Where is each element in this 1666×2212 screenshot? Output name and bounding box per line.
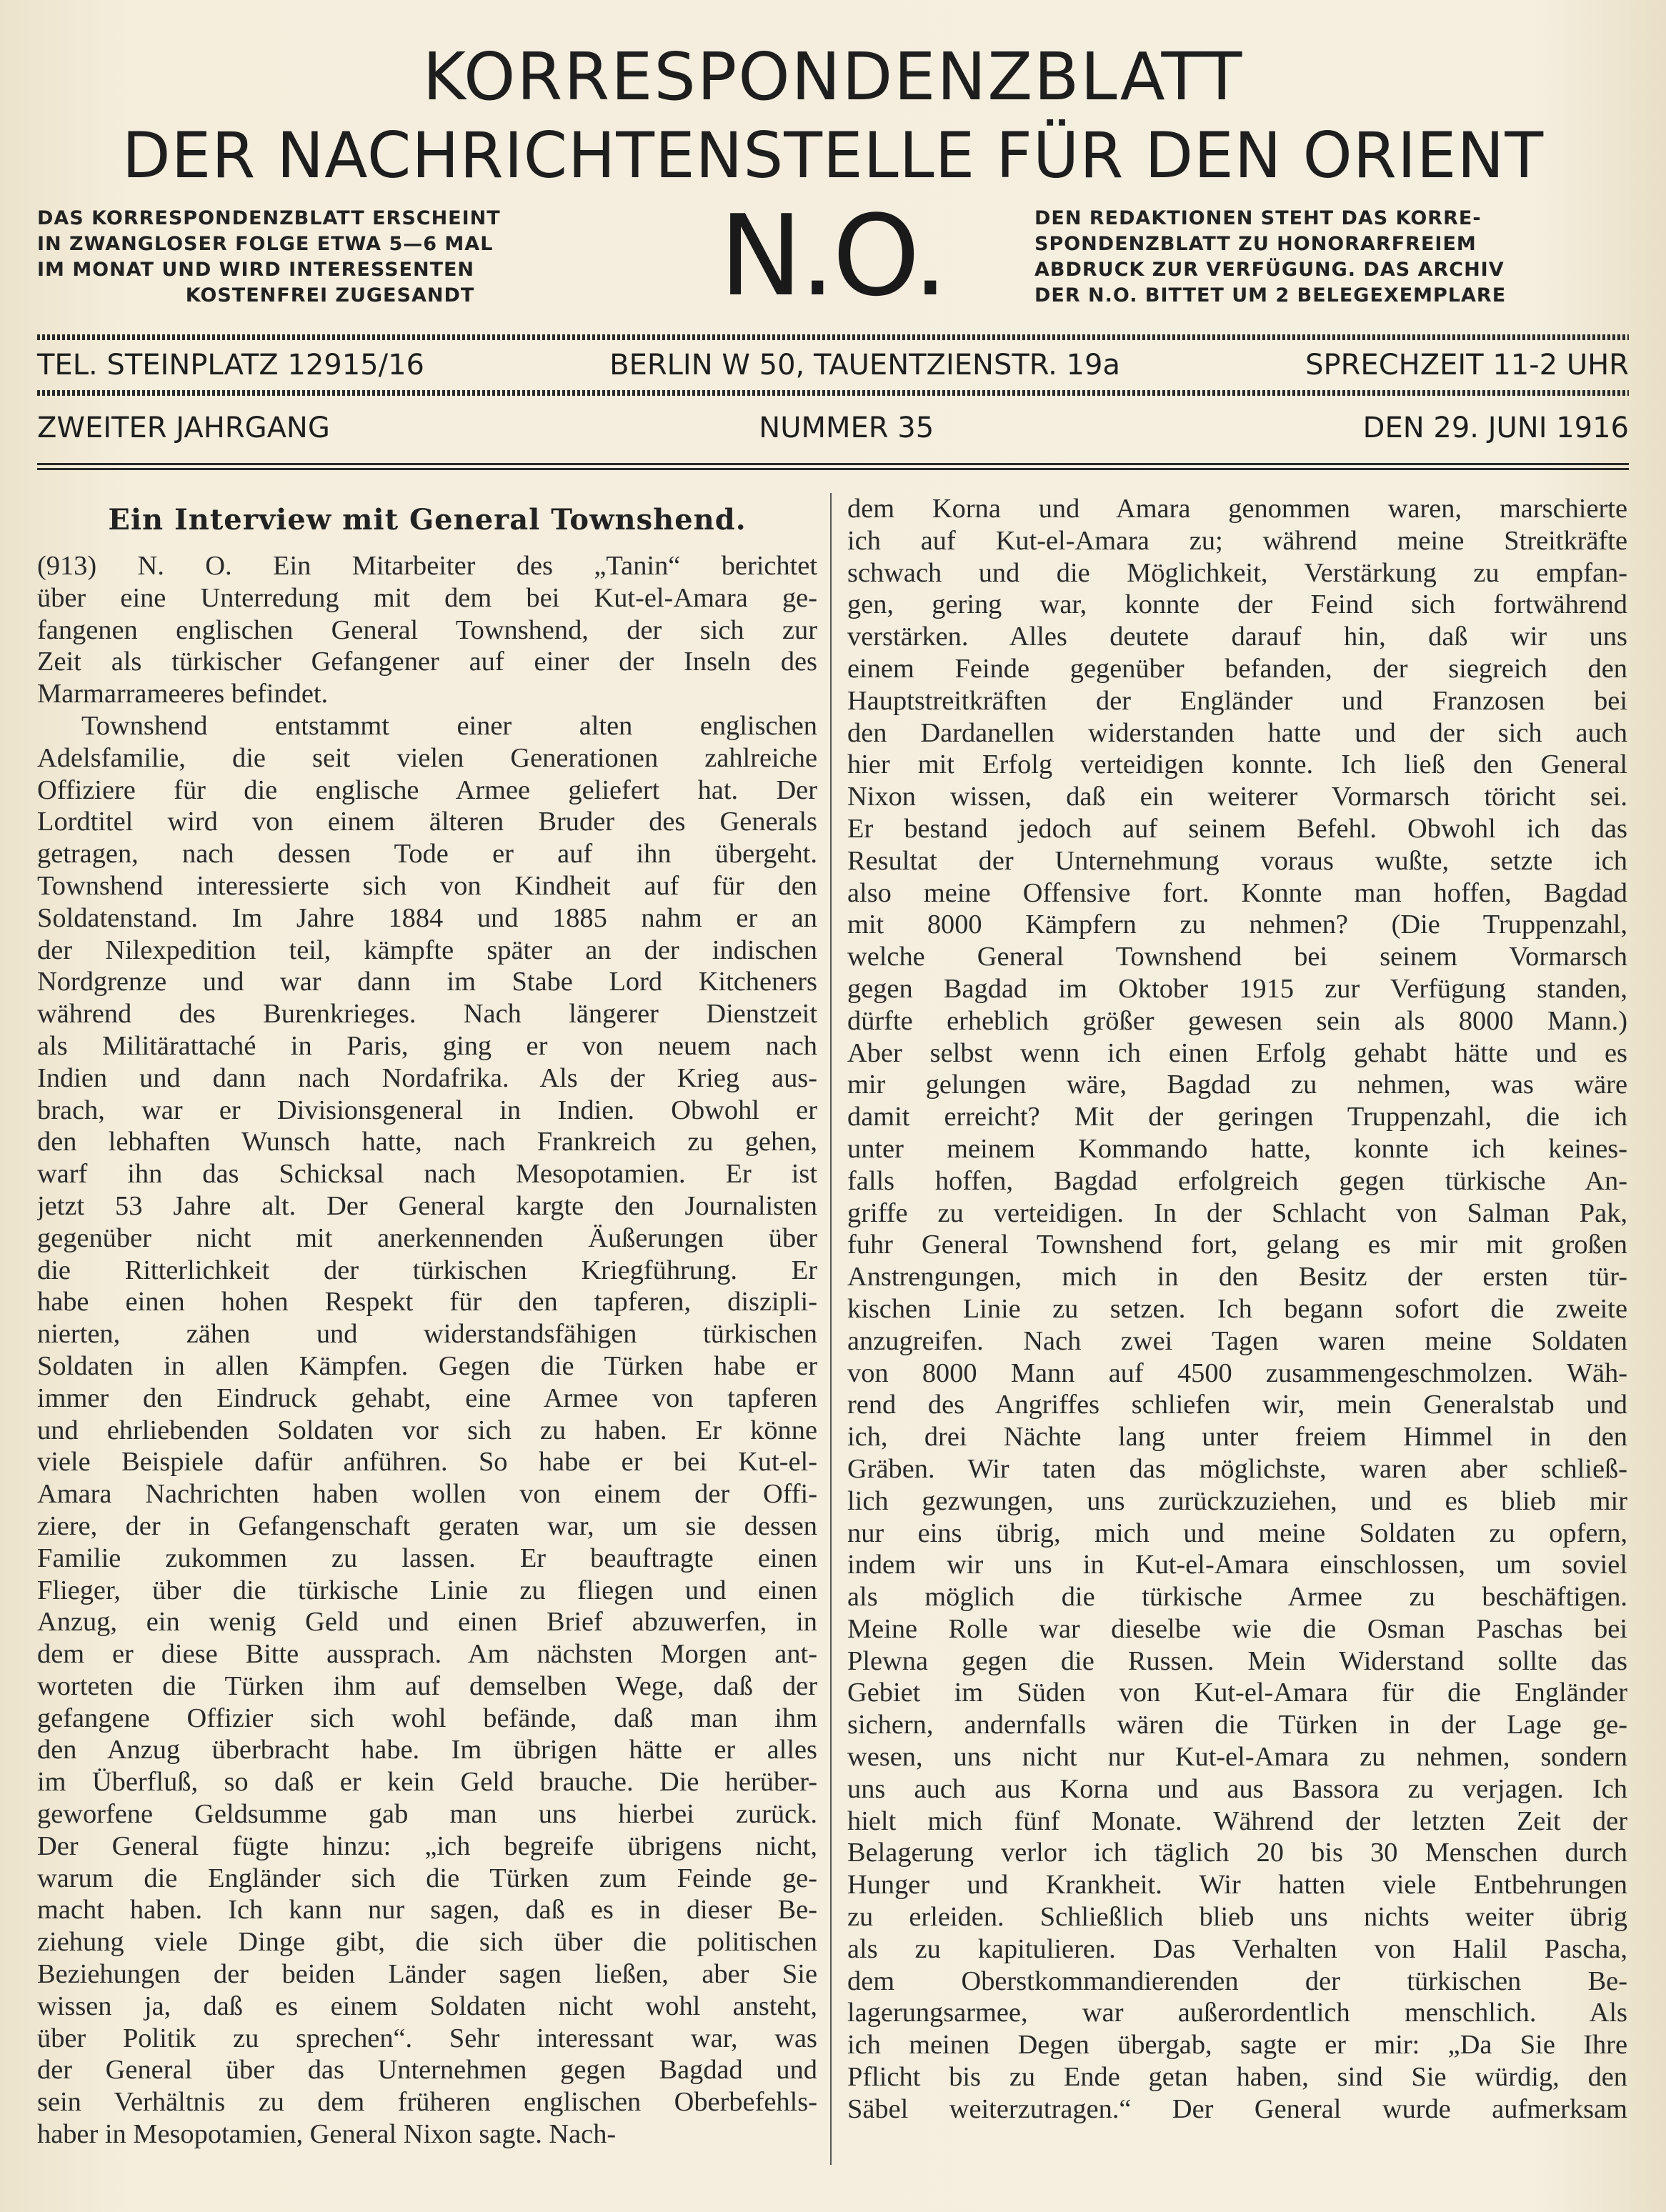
text-line: Meine Rolle war dieselbe wie die Osman Paschas bei xyxy=(847,1613,1627,1644)
text-line: Lordtitel wird von einem älteren Bruder des Generals xyxy=(37,807,817,837)
text-line: kischen Linie zu setzen. Ich begann sofort die zweite xyxy=(847,1293,1627,1324)
text-line: wesen, uns nicht nur Kut-el-Amara zu nehmen, sondern xyxy=(847,1742,1627,1773)
masthead-title-line2: DER NACHRICHTENSTELLE FÜR DEN ORIENT xyxy=(121,119,1545,192)
text-line: rend des Angriffes schliefen wir, mein Generalstab und xyxy=(847,1390,1627,1420)
text-line: habe einen hohen Respekt für den tapferen, diszipli- xyxy=(37,1287,817,1317)
text-line: welche General Townshend bei seinem Vormarsch xyxy=(847,942,1627,972)
text-line: Beziehungen der beiden Länder sagen ließen, aber Sie xyxy=(37,1959,817,1990)
issue-date: DEN 29. JUNI 1916 xyxy=(1362,412,1629,444)
reprint-notice xyxy=(1034,206,1627,309)
text-line: Adelsfamilie, die seit vielen Generationen zahlreiche xyxy=(37,742,817,773)
text-line: gegenüber nicht mit anerkennenden Äußerungen über xyxy=(37,1222,817,1253)
notice-line: DER N.O. BITTET UM 2 BELEGEXEMPLARE xyxy=(1034,284,1507,307)
text-line: während des Burenkrieges. Nach längerer Dienstzeit xyxy=(37,999,817,1030)
masthead-title-line1: KORRESPONDENZBLATT xyxy=(422,39,1244,115)
text-line: Familie zukommen zu lassen. Er beauftragte einen xyxy=(37,1543,817,1573)
volume-label: ZWEITER JAHRGANG xyxy=(37,412,330,444)
notice-line: DAS KORRESPONDENZBLATT ERSCHEINT xyxy=(37,207,501,229)
text-line: Indien und dann nach Nordafrika. Als der Krieg aus- xyxy=(37,1062,817,1093)
dotted-rule xyxy=(37,390,1629,396)
text-line: lagerungsarmee, war außerordentlich menschlich. Als xyxy=(847,1998,1627,2028)
publication-notice xyxy=(37,206,623,309)
issue-number: NUMMER 35 xyxy=(759,412,934,444)
text-line: sichern, andernfalls wären die Türken in der Lage ge- xyxy=(847,1710,1627,1740)
text-line: Gebiet im Süden von Kut-el-Amara für die Engländer xyxy=(847,1678,1627,1708)
text-line: Belagerung verlor ich täglich 20 bis 30 Menschen durch xyxy=(847,1838,1627,1868)
text-line: im Überfluß, so daß er kein Geld brauche. Die herüber- xyxy=(37,1767,817,1798)
text-line: Aber selbst wenn ich einen Erfolg gehabt hätte und es xyxy=(847,1037,1627,1068)
telephone: TEL. STEINPLATZ 12915/16 xyxy=(37,349,424,382)
notice-line: IM MONAT UND WIRD INTERESSENTEN xyxy=(37,259,475,281)
text-line: Flieger, über die türkische Linie zu fliegen und einen xyxy=(37,1575,817,1605)
article-column-left xyxy=(37,550,817,2151)
address: BERLIN W 50, TAUENTZIENSTR. 19a xyxy=(609,349,1120,382)
text-line: schwach und die Möglichkeit, Verstärkung zu empfan- xyxy=(847,557,1627,588)
text-line: dem Korna und Amara genommen waren, marschierte xyxy=(847,494,1627,524)
text-line: Plewna gegen die Russen. Mein Widerstand sollte das xyxy=(847,1645,1627,1676)
dotted-rule xyxy=(37,334,1629,340)
column-divider xyxy=(830,493,832,2165)
text-line: Soldaten in allen Kämpfen. Gegen die Türken habe er xyxy=(37,1350,817,1381)
text-line: die Ritterlichkeit der türkischen Kriegführung. Er xyxy=(37,1255,817,1285)
text-line: gen, gering war, konnte der Feind sich fortwährend xyxy=(847,589,1627,620)
text-line: Nixon wissen, daß ein weiterer Vormarsch töricht sei. xyxy=(847,782,1627,812)
text-line: als möglich die türkische Armee zu beschäftigen. xyxy=(847,1582,1627,1613)
text-line: über eine Unterredung mit dem bei Kut-el-Amara ge- xyxy=(37,582,817,613)
text-line: verstärken. Alles deutete darauf hin, daß wir uns xyxy=(847,622,1627,652)
text-line: ziehung viele Dinge gibt, die sich über die politischen xyxy=(37,1927,817,1958)
contact-line xyxy=(37,347,1629,383)
text-line: griffe zu verteidigen. In der Schlacht von Salman Pak, xyxy=(847,1197,1627,1228)
text-line: als Militärattaché in Paris, ging er von neuem nach xyxy=(37,1030,817,1061)
text-line: fangenen englischen General Townshend, der sich zur xyxy=(37,614,817,645)
text-line: immer den Eindruck gehabt, eine Armee von tapferen xyxy=(37,1382,817,1413)
text-line: viele Beispiele dafür anführen. So habe er bei Kut-el- xyxy=(37,1447,817,1478)
text-line: falls hoffen, Bagdad erfolgreich gegen türkische An- xyxy=(847,1165,1627,1196)
text-line: Hauptstreitkräften der Engländer und Franzosen bei xyxy=(847,685,1627,716)
article-column-right xyxy=(847,493,1627,2126)
text-line: Der General fügte hinzu: „ich begreife übrigens nicht, xyxy=(37,1830,817,1861)
text-line: hielt mich fünf Monate. Während der letzten Zeit der xyxy=(847,1805,1627,1836)
article-title: Ein Interview mit General Townshend. xyxy=(108,503,747,537)
text-line: Townshend entstammt einer alten englischen xyxy=(81,710,817,741)
text-line: der Nilexpedition teil, kämpfte später an der indischen xyxy=(37,935,817,965)
text-line: Soldatenstand. Im Jahre 1884 und 1885 nahm er an xyxy=(37,902,817,933)
text-line: Säbel weiterzutragen.“ Der General wurde aufmerksam xyxy=(847,2093,1627,2124)
text-line: Resultat der Unternehmung voraus wußte, setzte ich xyxy=(847,845,1627,876)
text-line: Er bestand jedoch auf seinem Befehl. Obwohl ich das xyxy=(847,813,1627,844)
text-line: Townshend interessierte sich von Kindheit auf für den xyxy=(37,870,817,901)
text-line: als zu kapitulieren. Das Verhalten von Halil Pascha, xyxy=(847,1933,1627,1964)
text-line: fuhr General Townshend fort, gelang es mir mit großen xyxy=(847,1230,1627,1260)
text-line: den lebhaften Wunsch hatte, nach Frankreich zu gehen, xyxy=(37,1127,817,1157)
header-double-rule xyxy=(37,463,1629,470)
text-line: anzugreifen. Nach zwei Tagen waren meine Soldaten xyxy=(847,1325,1627,1356)
text-line: macht haben. Ich kann nur sagen, daß es in dieser Be- xyxy=(37,1895,817,1925)
text-line: ziere, der in Gefangenschaft geraten war, um sie dessen xyxy=(37,1510,817,1541)
text-line: Nordgrenze und war dann im Stabe Lord Kitcheners xyxy=(37,967,817,997)
notice-line: IN ZWANGLOSER FOLGE ETWA 5—6 MAL xyxy=(37,233,494,255)
text-line: Zeit als türkischer Gefangener auf einer der Inseln des xyxy=(37,647,817,677)
text-line: sein Verhältnis zu dem früheren englischen Oberbefehls- xyxy=(37,2087,817,2118)
text-line: und ehrliebenden Soldaten vor sich zu haben. Er könne xyxy=(37,1415,817,1445)
text-line: von 8000 Mann auf 4500 zusammengeschmolzen. Wäh- xyxy=(847,1357,1627,1388)
text-line: gefangene Offizier sich wohl befände, daß man ihm xyxy=(37,1703,817,1733)
text-line: geworfene Geldsumme gab man uns hierbei zurück. xyxy=(37,1799,817,1830)
text-line: unter meinem Kommando hatte, konnte ich keines- xyxy=(847,1133,1627,1164)
text-line: hier mit Erfolg verteidigen konnte. Ich ließ den General xyxy=(847,749,1627,780)
text-line: Offiziere für die englische Armee geliefert hat. Der xyxy=(37,774,817,805)
text-line: Hunger und Krankheit. Wir hatten viele Entbehrungen xyxy=(847,1870,1627,1900)
text-line: damit erreicht? Mit der geringen Truppenzahl, die ich xyxy=(847,1102,1627,1132)
text-line: ich auf Kut-el-Amara zu; während meine Streitkräfte xyxy=(847,525,1627,556)
text-line: den Dardanellen widerstanden hatte und der sich auch xyxy=(847,717,1627,748)
text-line: warum die Engländer sich die Türken zum Feinde ge- xyxy=(37,1863,817,1893)
text-line: Anstrengungen, mich in den Besitz der ersten tür- xyxy=(847,1262,1627,1292)
text-line: nur eins übrig, mich und meine Soldaten zu opfern, xyxy=(847,1518,1627,1548)
notice-line: KOSTENFREI ZUGESANDT xyxy=(185,284,475,307)
office-hours: SPRECHZEIT 11-2 UHR xyxy=(1305,349,1629,382)
text-line: dem er diese Bitte aussprach. Am nächsten Morgen ant- xyxy=(37,1639,817,1670)
issue-line xyxy=(37,410,1629,446)
text-line: ich meinen Degen übergab, sagte er mir: „Da Sie Ihre xyxy=(847,2030,1627,2061)
text-line: Pflicht bis zu Ende getan haben, sind Sie würdig, den xyxy=(847,2062,1627,2093)
text-line: gegen Bagdad im Oktober 1915 zur Verfügung standen, xyxy=(847,973,1627,1004)
text-line: einem Feinde gegenüber befanden, der siegreich den xyxy=(847,653,1627,684)
text-line: (913) N. O. Ein Mitarbeiter des „Tanin“ berichtet xyxy=(37,551,817,581)
text-line: mir gelungen wäre, Bagdad zu nehmen, was wäre xyxy=(847,1070,1627,1100)
text-line: wissen ja, daß es einem Soldaten nicht wohl ansteht, xyxy=(37,1991,817,2021)
text-line: zu erleiden. Schließlich blieb uns nichts weiter übrig xyxy=(847,1902,1627,1933)
text-line: lich gezwungen, uns zurückzuziehen, und es blieb mir xyxy=(847,1485,1627,1516)
text-line: Gräben. Wir taten das möglichste, waren aber schließ- xyxy=(847,1453,1627,1484)
text-line: dürfte erheblich größer gewesen sein als 8000 Mann.) xyxy=(847,1005,1627,1036)
text-line: ich, drei Nächte lang unter freiem Himmel in den xyxy=(847,1422,1627,1453)
text-line: worteten die Türken ihm auf demselben Wege, daß der xyxy=(37,1670,817,1701)
text-line: also meine Offensive fort. Konnte man hoffen, Bagdad xyxy=(847,877,1627,908)
text-line: getragen, nach dessen Tode er auf ihn übergeht. xyxy=(37,839,817,870)
notice-line: DEN REDAKTIONEN STEHT DAS KORRE- xyxy=(1034,207,1482,229)
text-line: dem Oberstkommandierenden der türkischen Be- xyxy=(847,1966,1627,1996)
text-line: Amara Nachrichten haben wollen von einem der Offi- xyxy=(37,1479,817,1510)
text-line: jetzt 53 Jahre alt. Der General kargte den Journalisten xyxy=(37,1190,817,1221)
text-line: uns auch aus Korna und aus Bassora zu verjagen. Ich xyxy=(847,1773,1627,1804)
text-line: warf ihn das Schicksal nach Mesopotamien. Er ist xyxy=(37,1159,817,1190)
text-line: Anzug, ein wenig Geld und einen Brief abzuwerfen, in xyxy=(37,1607,817,1638)
text-line: brach, war er Divisionsgeneral in Indien. Obwohl er xyxy=(37,1095,817,1125)
text-line: mit 8000 Kämpfern zu nehmen? (Die Truppenzahl, xyxy=(847,910,1627,940)
text-line: indem wir uns in Kut-el-Amara einschlossen, um soviel xyxy=(847,1550,1627,1580)
text-line: Marmarrameeres befindet. xyxy=(37,679,329,709)
text-line: nierten, zähen und widerstandsfähigen türkischen xyxy=(37,1319,817,1350)
notice-line: SPONDENZBLATT ZU HONORARFREIEM xyxy=(1034,233,1477,255)
notice-line: ABDRUCK ZUR VERFÜGUNG. DAS ARCHIV xyxy=(1034,259,1505,281)
text-line: haber in Mesopotamien, General Nixon sagte. Nach- xyxy=(37,2119,617,2150)
text-line: der General über das Unternehmen gegen Bagdad und xyxy=(37,2055,817,2086)
text-line: über Politik zu sprechen“. Sehr interessant war, was xyxy=(37,2023,817,2053)
publication-logo: N.O. xyxy=(719,191,946,321)
text-line: den Anzug überbracht habe. Im übrigen hätte er alles xyxy=(37,1735,817,1765)
